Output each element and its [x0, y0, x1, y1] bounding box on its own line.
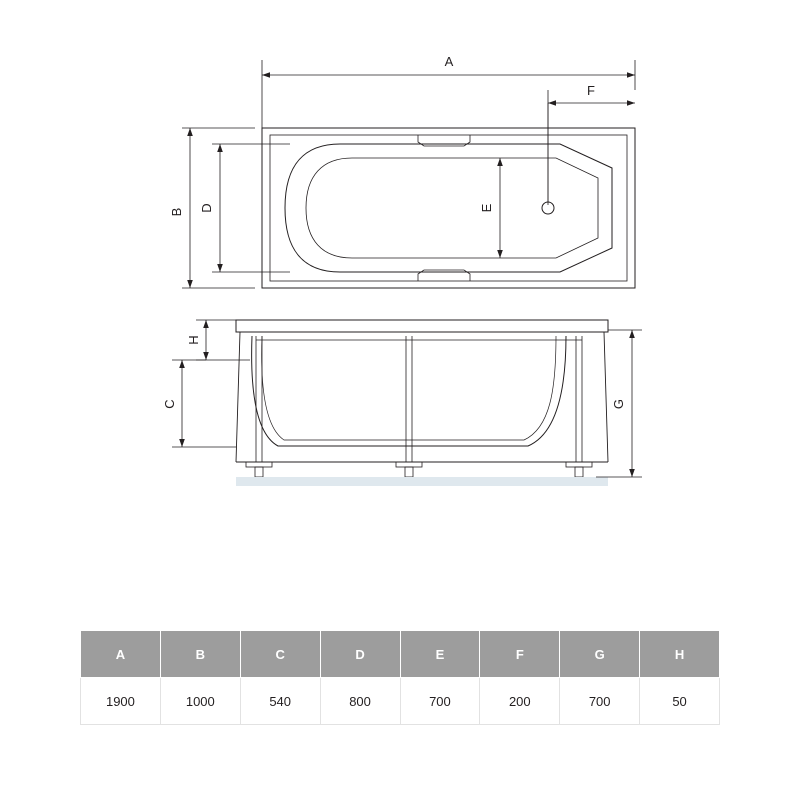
table-cell-b: 1000 — [160, 678, 240, 725]
table-header-g: G — [560, 631, 640, 678]
dimension-label-d: D — [199, 203, 214, 213]
top-view-group — [169, 54, 635, 288]
table-header-e: E — [400, 631, 480, 678]
dimension-label-f: F — [587, 83, 595, 98]
table-cell-d: 800 — [320, 678, 400, 725]
table-row — [81, 678, 720, 725]
dimension-a — [262, 54, 635, 128]
table-header-f: F — [480, 631, 560, 678]
table-header-b: B — [160, 631, 240, 678]
dimension-label-b: B — [169, 207, 184, 217]
table-header-c: C — [240, 631, 320, 678]
dimension-label-g: G — [611, 398, 626, 410]
floor-band — [236, 477, 608, 486]
dimension-label-e: E — [479, 203, 494, 213]
dimension-d — [199, 144, 290, 272]
table-header-a: A — [81, 631, 161, 678]
dimension-label-c: C — [162, 399, 177, 409]
table-cell-c: 540 — [240, 678, 320, 725]
dimension-g — [596, 330, 642, 477]
tub-feet — [246, 462, 592, 477]
table-header-d: D — [320, 631, 400, 678]
dimension-label-a: A — [444, 54, 454, 69]
table-header-h: H — [640, 631, 720, 678]
table-cell-e: 700 — [400, 678, 480, 725]
front-view-group — [162, 320, 642, 486]
dimension-spec-table — [80, 630, 720, 725]
dimension-h — [186, 320, 250, 360]
table-cell-a: 1900 — [81, 678, 161, 725]
table-cell-g: 700 — [560, 678, 640, 725]
dimension-e — [479, 158, 503, 258]
table-header-row — [81, 631, 720, 678]
dimension-label-h: H — [186, 335, 201, 345]
table-cell-f: 200 — [480, 678, 560, 725]
table-cell-h: 50 — [640, 678, 720, 725]
dimension-c — [162, 360, 236, 447]
